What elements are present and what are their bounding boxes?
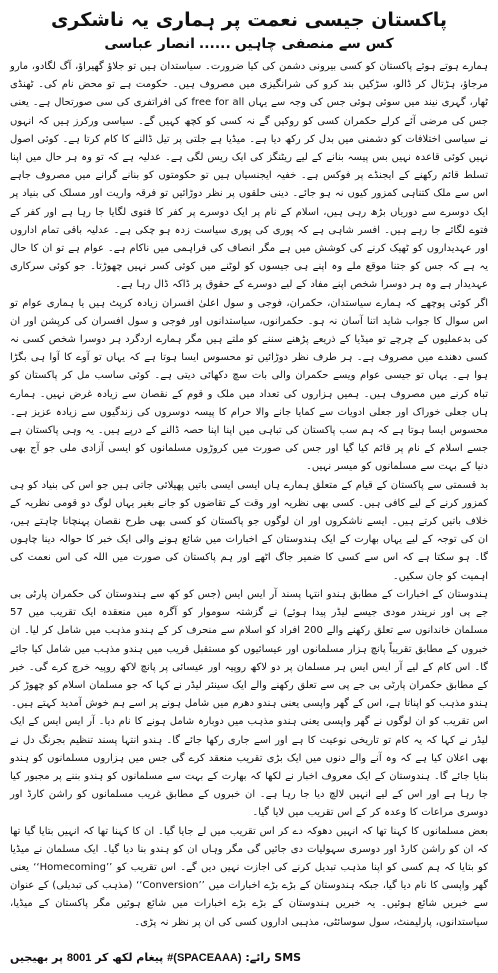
- sms-code: #(SPACEAAA): [167, 952, 242, 964]
- byline-separator: ......: [198, 36, 231, 52]
- sms-instruction: پیغام لکھ کر: [95, 951, 164, 964]
- article-paragraph: اگر کوئی پوچھے کہ ہمارے سیاستدان، حکمران، فوجی و سول اعلیٰ افسران زیادہ کرپٹ ہیں یا ہماری عوام تو اس سوال کا جواب شاید اتنا آسان نہ ہو۔ حکمرانوں، سیاستدانوں اور فوجی و سول افسران کی کرپشن اور ان کی بدعملیوں کے چرچے تو میڈیا کے ذریعے پڑھنے سننے کو ملتے ہیں مگر ہمارے اردگرد ہر دوسرا شخص کسی نہ کسی دھندے میں مصروف ہے۔ ہر طرف نظر دوڑائیں تو محسوس ایسا ہوتا ہے کہ یہاں تو آوے کا آوا ہی بگڑا ہوا ہے۔ یہاں تو جیسی عوام ویسے حکمران والی بات سچ دکھائی دیتی ہے۔ کوئی ساسب مل کر پاکستان کو تباہ کرنے میں مصروف ہیں۔ ہمیں ہزاروں کی تعداد میں ملک و قوم کے نقصان سے زیادہ غرض نہیں۔ ہمارے ہاں جعلی خوراک اور جعلی ادویات سے کمایا جانے والا حرام کا پیسہ دوسروں کی زندگیوں سے زیادہ عزیز ہے۔ محسوس ایسا ہوتا ہے کہ ہم سب پاکستان کی تباہی میں اپنا اپنا حصہ ڈالنے کے درپے ہیں۔ یہ وہی پاکستان ہے جسے اسلام کے نام پر قائم کیا گیا اور جس کی صورت میں کروڑوں مسلمانوں کو ایسی آزادی ملی جو آج بھی دنیا کے بہت سے مسلمانوں کو میسر نہیں۔: [10, 297, 488, 473]
- author-name: انصار عباسی: [104, 36, 195, 52]
- article-paragraph: اس تقریب کو ان لوگوں نے گھر واپسی یعنی ہندو مذہب میں دوبارہ شامل ہونے کا نام دیا۔ آر ایس ایس کے ایک لیڈر نے کہا کہ یہ کام تو تاریخی نوعیت کا ہے اور اسے جاری رکھا جائے گا۔ ہندو انتہا پسند تنظیم بجرنگ دل نے بھی اعلان کیا ہے کہ وہ آنے والے دنوں میں ایک بڑی تقریب منعقد کرے گی جس میں ہزاروں مسلمانوں کو ہندو بنایا جائے گا۔ ہندوستان کے ایک معروف اخبار نے لکھا کہ بھارت کے بہت سے مسلمانوں کو ہندو بننے پر مجبور کیا جا رہا ہے اور اس کے لیے انہیں لالچ دیا جا رہا ہے۔ ان خبروں کے مطابق غریب مسلمانوں کو راشن کارڈ اور دوسری مراعات کا وعدہ کر کے اس تقریب میں لایا گیا۔: [10, 716, 488, 819]
- article-paragraph: بعض مسلمانوں کا کہنا تھا کہ انہیں دھوکہ دے کر اس تقریب میں لے جایا گیا۔ ان کا کہنا تھا کہ انہیں بتایا گیا تھا کہ ان کو راشن کارڈ اور دوسری سہولیات دی جائیں گی مگر وہاں ان کو ہندو بنا دیا گیا۔ ایک مسلمان نے میڈیا کو بتایا کہ ہم کسی کو اپنا مذہب تبدیل کرنے کی اجازت نہیں دیں گے۔ اس تقریب کو ’’Homecoming‘‘ یعنی گھر واپسی کا نام دیا گیا، جبکہ ہندوستان کے بڑے بڑے اخبارات میں ’’Conversion‘‘ (مذہب کی تبدیلی) کے عنوان سے خبریں شائع ہوئیں۔ یہ خبریں ہندوستان کے بڑے بڑے اخبارات میں شائع ہوئیں مگر پاکستان کے میڈیا، سیاستدانوں، پارلیمنٹ، سول سوسائٹی، مذہبی اداروں کسی کی ان پر نظر نہ پڑی۔: [10, 825, 488, 928]
- article-body: [10, 58, 488, 932]
- sms-footer: [10, 949, 488, 967]
- article-paragraph: ہندوستان کے اخبارات کے مطابق ہندو انتہا پسند آر ایس ایس (جس کو کھ سے ہندوستان کی حکمران پارٹی بی جے پی اور نریندر مودی جیسے لیڈر پیدا ہوئے) نے گزشتہ سوموار کو آگرہ میں منعقدہ ایک تقریب میں 57 مسلمان خاندانوں سے تعلق رکھنے والے 200 افراد کو اسلام سے منحرف کر کے ہندو مذہب میں شامل کر لیا۔ ان خبروں کے مطابق تقریباً پانچ ہزار مسلمانوں اور عیسائیوں کو مستقبل قریب میں ہندو مذہب میں شامل کیا جائے گا۔ اس کام کے لیے آر ایس ایس ہر مسلمان پر دو لاکھ روپیہ اور عیسائی پر پانچ لاکھ روپیہ خرچ کرے گی۔ خبر کے مطابق حکمران پارٹی بی جے پی سے تعلق رکھنے والے ایک سینئر لیڈر نے کہا کہ جو مسلمان اسلام کو چھوڑ کر ہندو مذہب کو اپناتا ہے، اس کے گھر واپسی یعنی ہندو دھرم میں شامل ہونے پر اسے ہم خوش آمدید کہتے ہیں۔: [10, 588, 488, 710]
- column-name: کس سے منصفی چاہیں: [234, 36, 394, 52]
- article-title: پاکستان جیسی نعمت پر ہماری یہ ناشکری: [51, 9, 447, 31]
- sms-suffix: پر بھیجیں: [10, 951, 64, 964]
- article-paragraph: بد قسمتی سے پاکستان کے قیام کے متعلق ہمارے ہاں ایسی ایسی باتیں پھیلائی جاتی ہیں جو اس کی بنیاد کو ہی کمزور کرنے کے لیے کافی ہیں۔ کسی بھی نظریہ اور وقت کے تقاضوں کو جانے بغیر یہاں لوگ دو قومی نظریہ کے خلاف باتیں کرتے ہیں۔ ایسے ناشکروں اور ان لوگوں جو پاکستان کو کسی بھی طرح نقصان پہنچانا چاہتے ہیں، ان کی توجہ کے لیے یہاں بھارت کے ایک ہندوستان کے اخبارات میں شائع ہونے والی ایک خبر کا حوالہ دینا چاہوں گا۔ ہو سکتا ہے کہ اس سے کسی کا ضمیر جاگ اٹھے اور ہم پاکستان کی صورت میں اللہ کی اس نعمت کی اہمیت کو جان سکیں۔: [10, 479, 488, 582]
- article-byline: [10, 34, 488, 54]
- sms-prefix: SMS رائے:: [245, 951, 302, 964]
- sms-number: 8001: [66, 952, 92, 964]
- article-paragraph: ہمارے ہوتے ہوئے پاکستان کو کسی بیرونی دشمن کی کیا ضرورت۔ سیاستدان ہیں تو جلاؤ گھیراؤ، آگ لگادو، مارو مرجاؤ، ہڑتال کر ڈالو، سڑکیں بند کرو کی شرانگیزی میں مصروف ہیں۔ حکومت ہے تو محض نام کی۔ ٹھنڈی ٹھار، گہری نیند میں سوئی ہوئی جس کی وجہ سے یہاں free for all کی افراتفری کی سی صورتحال ہے۔ یعنی جس کی مرضی آئے کرلے حکمران کسی کو روکیں گے نہ کسی کو کچھ کہیں گے۔ سیاسی ورکرز ہیں کہ انہوں نے سیاسی اختلافات کو دشمنی میں بدل کر رکھ دیا ہے۔ میڈیا ہے جلتی پر تیل ڈالنے کا کام کرتا ہے۔ کوئی اصول نہیں کوئی قاعدہ نہیں بس پیسہ بنانے کے لیے ریٹنگز کی ایک ریس لگی ہے۔ عدلیہ ہے کہ تو وہ ہر حال میں اپنا تسلط قائم رکھنے کے ایجنڈے پر فوکس ہے۔ خفیہ ایجنسیاں ہیں تو حکومتوں کو بنانے گرانے میں مصروف جاہے اس سے ملک کتناہی کمزور کیوں نہ ہو جائے۔ دینی حلقوں پر نظر دوڑائیں تو فرقہ واریت اور مسلک کی بنیاد پر ایک دوسرے سے دوریاں بڑھ رہی ہیں، اسلام کے نام پر ایک دوسرے پر کفر کا فتوی لگایا جا رہا ہے اور کفر کے فتوے لگائے جا رہے ہیں۔ افسر شاہی ہے کہ پوری کی پوری سیاست زدہ ہو چکی ہے۔ عدلیہ باقی تمام اداروں اور عہدیداروں کو ٹھیک کرنے کی کوشش میں ہے مگر انصاف کی فراہمی میں ناکام ہے۔ عوام ہے تو ان کا حال یہ ہے کہ جس کو جتنا موقع ملے وہ اپنے ہی جیسوں کو لوٹنے میں کوئی کسر نہیں چھوڑتا۔ جو کوئی سرکاری عہدیدار ہے وہ ہر دوسرا شخص اپنے مفاد کے لیے دوسرے کے حقوق پر ڈاکہ ڈال رہا ہے۔: [10, 61, 488, 291]
